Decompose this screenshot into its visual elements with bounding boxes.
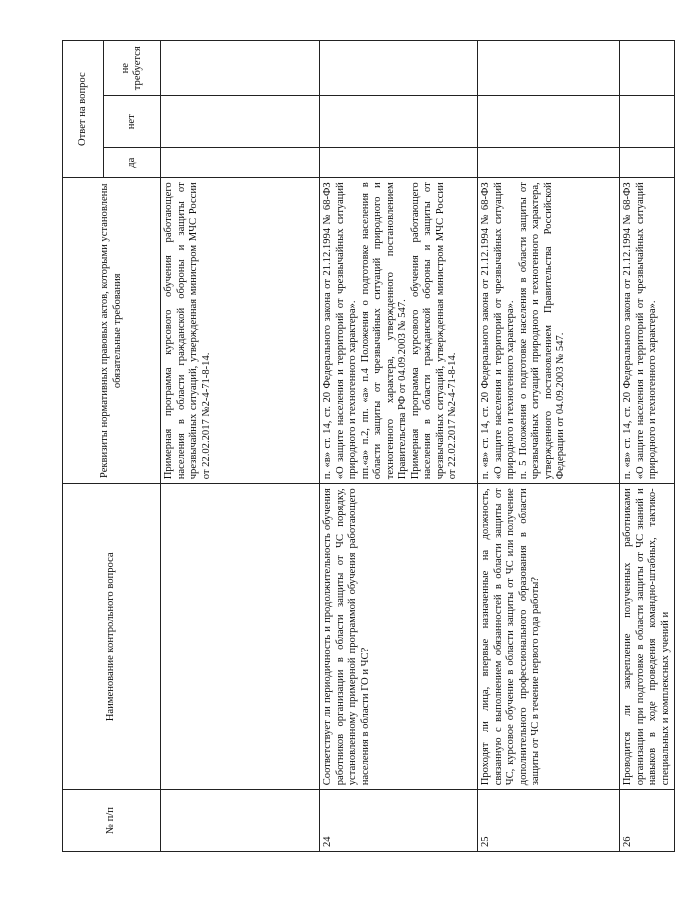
cell-number [161,790,320,852]
cell-number: 24 [320,790,478,852]
cell-question: Соответствует ли периодичность и продолжительность обучения работников организации в области защиты от ЧС порядку, установленному примерной программой обучения работающего населения в области ГО и ЧС? [320,484,478,790]
header-question: Наименование контрольного вопроса [63,484,161,790]
cell-requisites [320,178,478,484]
header-no: нет [104,96,161,148]
cell-no[interactable] [620,96,675,148]
cell-yes[interactable] [320,148,478,178]
cell-question: Проходят ли лица, впервые назначенные на должность, связанную с выполнением обязанностей в области защиты от ЧС, курсовое обучение в области защиты от ЧС или получение дополнительного профессионального образования в области защиты от ЧС в течение первого года работы? [478,484,620,790]
cell-yes[interactable] [478,148,620,178]
cell-number: 26 [620,790,675,852]
header-yes: да [104,148,161,178]
requisite-item: п. «в» ст. 14, ст. 20 Федерального закона от 21.12.1994 № 68-ФЗ «О защите населения и территорий от чрезвычайных ситуаций природного и техногенного характера». [480,182,516,480]
requisite-item: п. «в» ст. 14, ст. 20 Федерального закона от 21.12.1994 № 68-ФЗ «О защите населения и территорий от чрезвычайных ситуаций природного и техногенного характера». [622,182,658,480]
cell-no[interactable] [161,96,320,148]
cell-no[interactable] [478,96,620,148]
cell-question [161,484,320,790]
document-page [62,40,671,852]
cell-yes[interactable] [620,148,675,178]
header-number: № п/п [63,790,161,852]
cell-not-required[interactable] [161,41,320,96]
requisite-item: пп.«а» п.2, пп. «а» п.4 Положения о подготовке населения в области защиты от чрезвычайных ситуаций природного и техногенного характера, утвержденного постановлением Правительства РФ от 04.09.2003 № 547. [359,182,408,480]
checklist-table [62,40,675,852]
cell-requisites [620,178,675,484]
table-row [320,41,478,852]
requisite-item: п. 5 Положения о подготовке населения в области защиты от чрезвычайных ситуаций природного и техногенного характера, утвержденного постановлением Правительства Российской Федерации от 04.09.2003 № 547. [517,182,566,480]
cell-requisites: Примерная программа курсового обучения работающего населения в области гражданской обороны и защиты от чрезвычайных ситуаций, утвержденная министром МЧС России от 22.02.2017 №2-4-71-8-14. [161,178,320,484]
cell-number: 25 [478,790,620,852]
header-not-required: не требуется [104,41,161,96]
cell-not-required[interactable] [620,41,675,96]
table-row [161,41,320,852]
cell-question: Проводится ли закрепление полученных работниками организации при подготовке в области защиты от ЧС знаний и навыков в ходе проведения командно-штабных, тактико-специальных и комплексных учений и [620,484,675,790]
requisite-item: Примерная программа курсового обучения работающего населения в области гражданской обороны и защиты от чрезвычайных ситуаций, утвержденная министром МЧС России от 22.02.2017 №2-4-71-8-14. [409,182,458,480]
cell-not-required[interactable] [320,41,478,96]
header-answer: Ответ на вопрос [63,41,104,178]
rotated-table-container [62,40,671,852]
table-row [620,41,675,852]
cell-not-required[interactable] [478,41,620,96]
requisite-item: п. «в» ст. 14, ст. 20 Федерального закона от 21.12.1994 № 68-ФЗ «О защите населения и территорий от чрезвычайных ситуаций природного и техногенного характера». [322,182,358,480]
cell-requisites [478,178,620,484]
cell-no[interactable] [320,96,478,148]
header-requisites: Реквизиты нормативных правовых актов, которыми установлены обязательные требования [63,178,161,484]
cell-yes[interactable] [161,148,320,178]
table-row [478,41,620,852]
header-row [63,41,104,852]
